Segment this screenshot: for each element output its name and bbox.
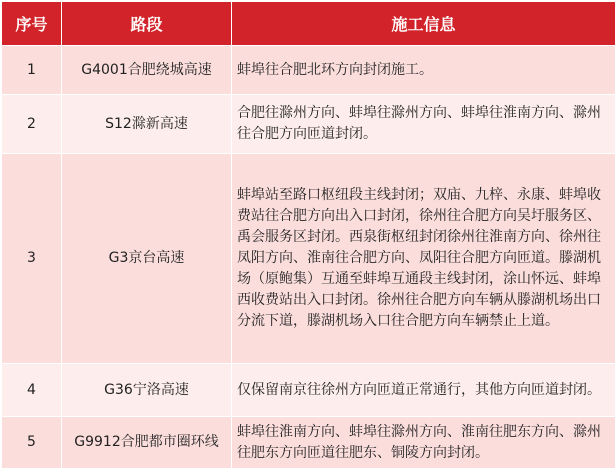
row-info: 蚌埠往淮南方向、蚌埠往滁州方向、淮南往肥东方向、滁州往肥东方向匝道往肥东、铜陵方向封闭。 — [232, 417, 616, 469]
row-number: 2 — [2, 95, 62, 154]
row-road: S12滁新高速 — [62, 95, 232, 154]
header-road: 路段 — [62, 2, 232, 46]
row-info: 仅保留南京往徐州方向匝道正常通行，其他方向匝道封闭。 — [232, 364, 616, 417]
table-row — [2, 364, 616, 417]
header-number: 序号 — [2, 2, 62, 46]
row-info: 蚌埠站至路口枢纽段主线封闭；双庙、九梓、永康、蚌埠收费站往合肥方向出入口封闭，徐州往合肥方向吴圩服务区、禹会服务区封闭。西泉街枢纽封闭徐州往淮南方向、徐州往凤阳方向、淮南往合肥方向、凤阳往合肥方向匝道。滕湖机场（原鲍集）互通至蚌埠互通段主线封闭，涂山怀远、蚌埠西收费站出入口封闭。徐州往合肥方向车辆从滕湖机场出口分流下道，滕湖机场入口往合肥方向车辆禁止上道。 — [232, 154, 616, 364]
header-info: 施工信息 — [232, 2, 616, 46]
row-number: 4 — [2, 364, 62, 417]
construction-info-table — [1, 1, 616, 469]
row-number: 3 — [2, 154, 62, 364]
row-info: 合肥往滁州方向、蚌埠往滁州方向、蚌埠往淮南方向、滁州往合肥方向匝道封闭。 — [232, 95, 616, 154]
table-header-row — [2, 2, 616, 46]
row-number: 1 — [2, 46, 62, 95]
row-number: 5 — [2, 417, 62, 469]
table-row — [2, 95, 616, 154]
construction-info-table-container — [1, 1, 615, 468]
table-row — [2, 154, 616, 364]
row-road: G3京台高速 — [62, 154, 232, 364]
row-info: 蚌埠往合肥北环方向封闭施工。 — [232, 46, 616, 95]
table-row — [2, 46, 616, 95]
row-road: G9912合肥都市圈环线 — [62, 417, 232, 469]
row-road: G36宁洛高速 — [62, 364, 232, 417]
table-row — [2, 417, 616, 469]
row-road: G4001合肥绕城高速 — [62, 46, 232, 95]
